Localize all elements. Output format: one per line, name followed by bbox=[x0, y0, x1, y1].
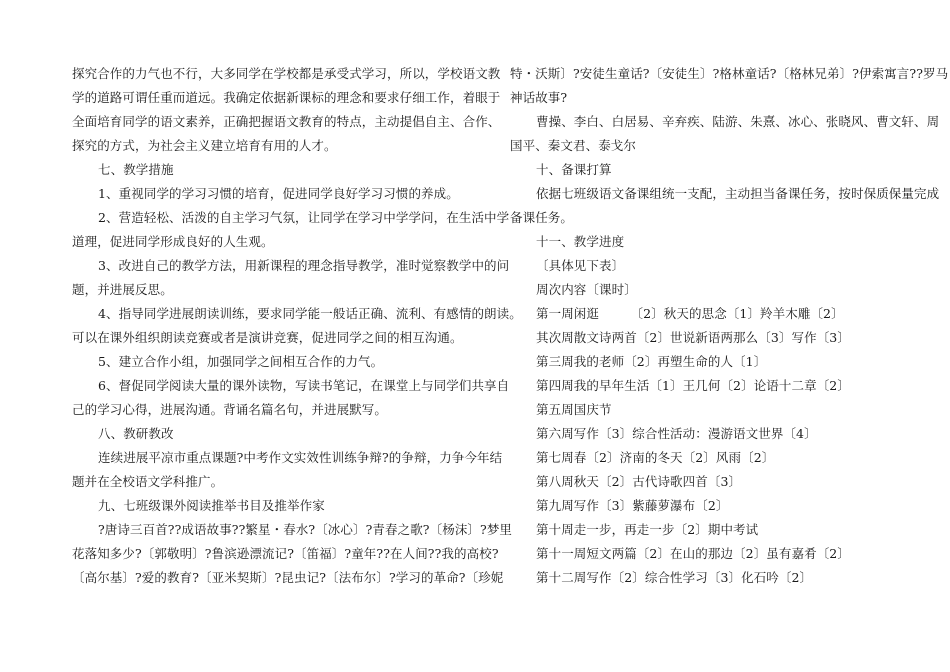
text-line: 第五周国庆节 bbox=[536, 402, 612, 417]
left-text-column bbox=[72, 62, 522, 590]
text-line: 学的道路可谓任重而道远。我确定依据新课标的理念和要求仔细工作，着眼于 bbox=[72, 90, 501, 105]
text-line: 第六周写作〔3〕综合性活动：漫游语文世界〔4〕 bbox=[536, 426, 817, 441]
section-heading: 十一、教学进度 bbox=[536, 234, 625, 249]
text-line: 国平、秦文君、泰戈尔 bbox=[510, 138, 637, 153]
text-line: 第七周春〔2〕济南的冬天〔2〕风雨〔2〕 bbox=[536, 450, 775, 465]
text-line: 第十二周写作〔2〕综合性学习〔3〕化石吟〔2〕 bbox=[536, 570, 813, 585]
text-line: 连续进展平凉市重点课题?中考作文实效性训练争辩?的争辩，力争今年结 bbox=[98, 450, 503, 465]
text-line: 探究的方式，为社会主义建立培育有用的人才。 bbox=[72, 138, 337, 153]
text-line: ?唐诗三百首??成语故事??繁星・春水?〔冰心〕?青春之歌?〔杨沫〕?梦里 bbox=[98, 522, 513, 537]
text-line: 〔高尔基〕?爱的教育?〔亚米契斯〕?昆虫记?〔法布尔〕?学习的革命?〔珍妮 bbox=[72, 570, 504, 585]
text-line: 全面培育同学的语文素养，正确把握语文教育的特点，主动提倡自主、合作、 bbox=[72, 114, 501, 129]
text-line: 特・沃斯〕?安徒生童话?〔安徒生〕?格林童话?〔格林兄弟〕?伊索寓言??罗马 bbox=[510, 66, 949, 81]
text-line: 其次周散文诗两首〔2〕世说新语两那么〔3〕写作〔3〕 bbox=[536, 330, 850, 345]
right-text-column bbox=[510, 62, 949, 590]
text-line: 〔具体见下表〕 bbox=[536, 258, 625, 273]
text-line: 依据七班级语文备课组统一支配，主动担当备课任务，按时保质保量完成 bbox=[536, 186, 940, 201]
text-line: 第十一周短文两篇〔2〕在山的那边〔2〕虽有嘉肴〔2〕 bbox=[536, 546, 850, 561]
text-line: 第九周写作〔3〕紫藤萝瀑布〔2〕 bbox=[536, 498, 729, 513]
text-line: 题并在全校语文学科推广。 bbox=[72, 474, 224, 489]
section-heading: 七、教学措施 bbox=[98, 162, 174, 177]
text-line: 第十周走一步，再走一步〔2〕期中考试 bbox=[536, 522, 759, 537]
text-line: 第八周秋天〔2〕古代诗歌四首〔3〕 bbox=[536, 474, 742, 489]
text-line: 探究合作的力气也不行，大多同学在学校都是承受式学习，所以，学校语文教 bbox=[72, 66, 501, 81]
text-line: 可以在课外组织朗读竞赛或者是演讲竞赛，促进同学之间的相互沟通。 bbox=[72, 330, 463, 345]
text-line: 2、营造轻松、活泼的自主学习气氛，让同学在学习中学学问，在生活中学 bbox=[98, 210, 510, 225]
text-line: 4、指导同学进展朗读训练，要求同学能一般话正确、流利、有感情的朗读。 bbox=[98, 306, 522, 321]
text-line: 己的学习心得，进展沟通。背诵名篇名句，并进展默写。 bbox=[72, 402, 388, 417]
text-line: 花落知多少?〔郭敬明〕?鲁滨逊漂流记?〔笛福〕?童年??在人间??我的高校? bbox=[72, 546, 499, 561]
section-heading: 九、七班级课外阅读推举书目及推举作家 bbox=[98, 498, 325, 513]
text-line: 第三周我的老师〔2〕再塑生命的人〔1〕 bbox=[536, 354, 767, 369]
text-line: 3、改进自己的教学方法，用新课程的理念指导教学，准时觉察教学中的问 bbox=[98, 258, 510, 273]
text-line: 题，并进展反思。 bbox=[72, 282, 173, 297]
text-line: 第四周我的早年生活〔1〕王几何〔2〕论语十二章〔2〕 bbox=[536, 378, 850, 393]
text-line: 5、建立合作小组，加强同学之间相互合作的力气。 bbox=[98, 354, 384, 369]
text-line: 道理，促进同学形成良好的人生观。 bbox=[72, 234, 274, 249]
text-line: 周次内容〔课时〕 bbox=[536, 282, 637, 297]
text-line: 1、重视同学的学习习惯的培育，促进同学良好学习习惯的养成。 bbox=[98, 186, 459, 201]
text-line: 曹操、李白、白居易、辛弃疾、陆游、朱熹、冰心、张晓风、曹文轩、周 bbox=[536, 114, 940, 129]
section-heading: 八、教研教改 bbox=[98, 426, 174, 441]
text-line: 第一周闲逛 〔2〕秋天的思念〔1〕羚羊木雕〔2〕 bbox=[536, 306, 844, 321]
text-line: 6、督促同学阅读大量的课外读物，写读书笔记，在课堂上与同学们共享自 bbox=[98, 378, 510, 393]
text-line: 备课任务。 bbox=[510, 210, 574, 225]
section-heading: 十、备课打算 bbox=[536, 162, 612, 177]
text-line: 神话故事? bbox=[510, 90, 568, 105]
